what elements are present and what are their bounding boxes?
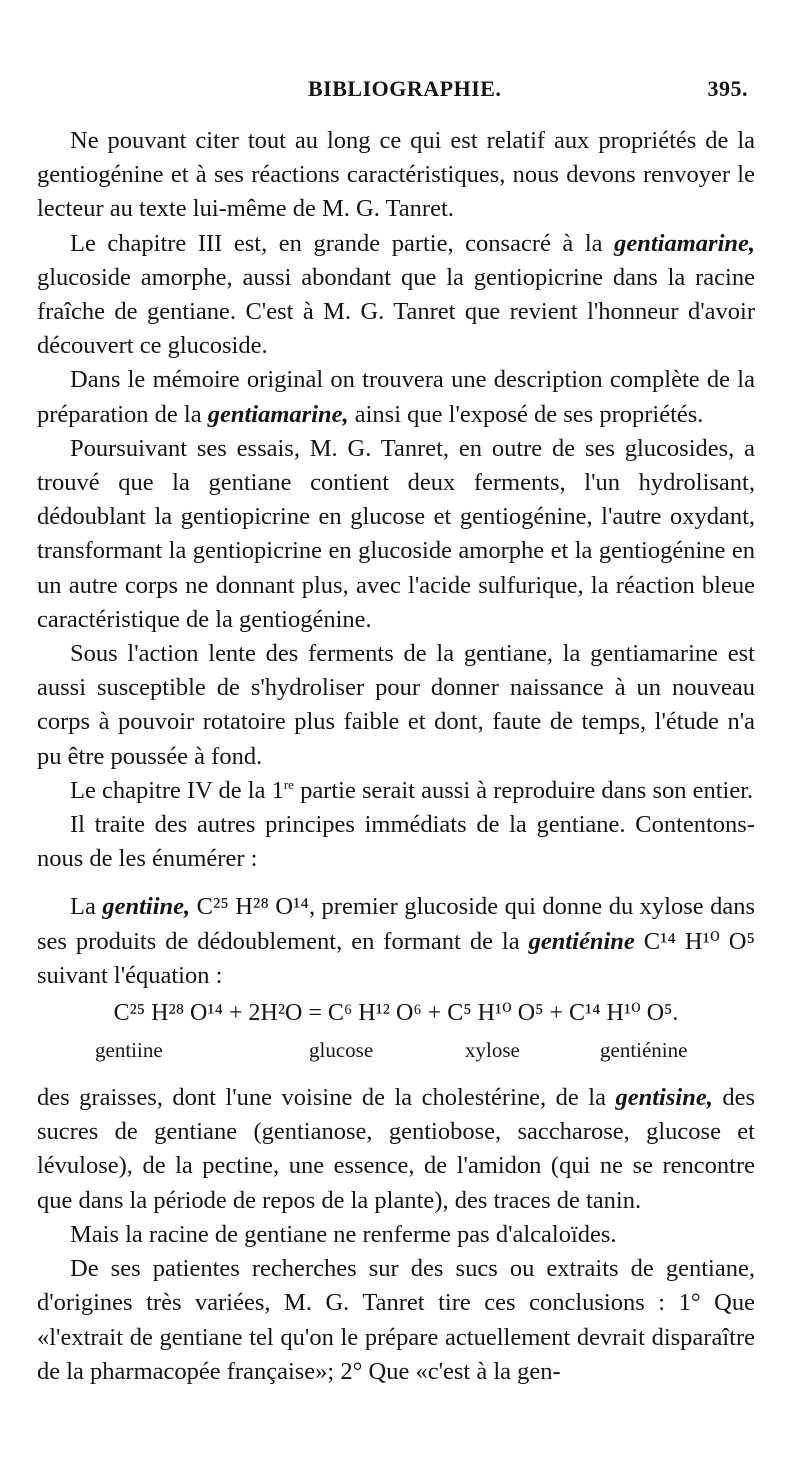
paragraph-text: des sucres de gentiane (gentianose, gentiobose, saccharose, glucose et lévulose), de la pectine, une essence, de l'amidon (qui ne se rencontre que dans la période de repos de la plante), des traces de tanin. bbox=[37, 1084, 755, 1214]
page-number: 395. bbox=[707, 76, 748, 101]
chemical-equation: C²⁵ H²⁸ O¹⁴ + 2H²O = C⁶ H¹² O⁶ + C⁵ H¹⁰ O⁵ + C¹⁴ H¹⁰ O⁵. bbox=[113, 1000, 679, 1027]
italic-term: gentiamarine, bbox=[207, 400, 349, 428]
label-glucose: glucose bbox=[309, 1038, 374, 1063]
paragraph-chapitre-iii bbox=[37, 227, 755, 364]
chemical-formula: C¹⁴ H¹⁰ O⁵ bbox=[643, 927, 756, 955]
label-xylose: xylose bbox=[465, 1038, 520, 1063]
paragraph-text: Il traite des autres principes immédiats de la gentiane. Contentons-nous de les énumérer : bbox=[37, 811, 755, 873]
paragraph-ferments bbox=[37, 432, 755, 637]
paragraph-text: Mais la racine de gentiane ne renferme pas d'alcaloïdes. bbox=[70, 1220, 617, 1248]
paragraph-text: De ses patientes recherches sur des sucs ou extraits de gentiane, d'origines très variées, M. G. Tanret tire ces conclusions : 1° Que «l'extrait de gentiane tel qu'on le prépare actuellement devrait disparaître de la pharmacopée française»; 2° Que «c'est à la gen- bbox=[37, 1255, 755, 1385]
text-body bbox=[37, 124, 755, 1389]
paragraph-text: Sous l'action lente des ferments de la gentiane, la gentiamarine est aussi susceptible de s'hydroliser pour donner naissance à un nouveau corps à pouvoir rotatoire plus faible et dont, faute de temps, l'étude n'a pu être poussée à fond. bbox=[37, 640, 755, 770]
italic-term: gentiine, bbox=[102, 893, 191, 921]
italic-term: gentiénine bbox=[528, 927, 635, 955]
paragraph-text: Dans le mémoire original on trouvera une description complète de la préparation de la bbox=[37, 366, 755, 428]
paragraph-text: des graisses, dont l'une voisine de la cholestérine, de la bbox=[37, 1084, 616, 1112]
label-gentiine: gentiine bbox=[95, 1038, 163, 1063]
paragraph-chapitre-iv bbox=[37, 774, 755, 808]
paragraph-gentiine bbox=[37, 890, 755, 993]
paragraph-alcaloides bbox=[37, 1218, 755, 1252]
paragraph-conclusions bbox=[37, 1252, 755, 1389]
paragraph-text: partie serait aussi à reproduire dans son entier. bbox=[293, 776, 754, 804]
paragraph-gentiamarine bbox=[37, 637, 755, 774]
paragraph-text: glucoside amorphe, aussi abondant que la gentiopicrine dans la racine fraîche de gentiane. C'est à M. G. Tanret que revient l'honneur d'avoir découvert ce glucoside. bbox=[37, 263, 755, 360]
paragraph-text: premier glucoside qui donne du xylose dans ses produits de dédoublement, en formant de la bbox=[37, 893, 756, 955]
chemical-formula: C²⁵ H²⁸ O¹⁴, bbox=[196, 893, 316, 921]
running-title: BIBLIOGRAPHIE. bbox=[308, 76, 502, 101]
paragraph-graisses bbox=[37, 1081, 755, 1218]
paragraph-gentiogenine bbox=[37, 124, 755, 227]
label-gentienine: gentiénine bbox=[600, 1038, 688, 1063]
paragraph-text: suivant l'équation : bbox=[37, 961, 223, 989]
paragraph-text: Le chapitre III est, en grande partie, consacré à la bbox=[70, 229, 615, 257]
paragraph-text: ainsi que l'exposé de ses propriétés. bbox=[348, 400, 704, 428]
equation-labels bbox=[37, 1029, 755, 1067]
italic-term: gentisine, bbox=[615, 1084, 713, 1112]
paragraph-text: Le chapitre IV de la 1 bbox=[70, 776, 284, 804]
paragraph-memoire bbox=[37, 363, 755, 431]
italic-term: gentiamarine, bbox=[614, 229, 755, 257]
superscript: re bbox=[283, 776, 294, 792]
paragraph-text: Poursuivant ses essais, M. G. Tanret, en outre de ses glucosides, a trouvé que la gentiane contient deux ferments, l'un hydrolisant, dédoublant la gentiopicrine en glucose et gentiogénine, l'autre oxydant, transformant la gentiopicrine en glucoside amorphe et la gentiogénine en un autre corps ne donnant plus, avec l'acide sulfurique, la réaction bleue caractéristique de la gentiogénine. bbox=[37, 434, 755, 633]
paragraph-principes bbox=[37, 808, 755, 876]
page-header bbox=[40, 76, 760, 110]
paragraph-text: La bbox=[70, 893, 103, 921]
paragraph-text: Ne pouvant citer tout au long ce qui est relatif aux propriétés de la gentiogénine et à ses réactions caractéristiques, nous devons renvoyer le lecteur au texte lui-même de M. G. Tanret. bbox=[37, 127, 755, 223]
